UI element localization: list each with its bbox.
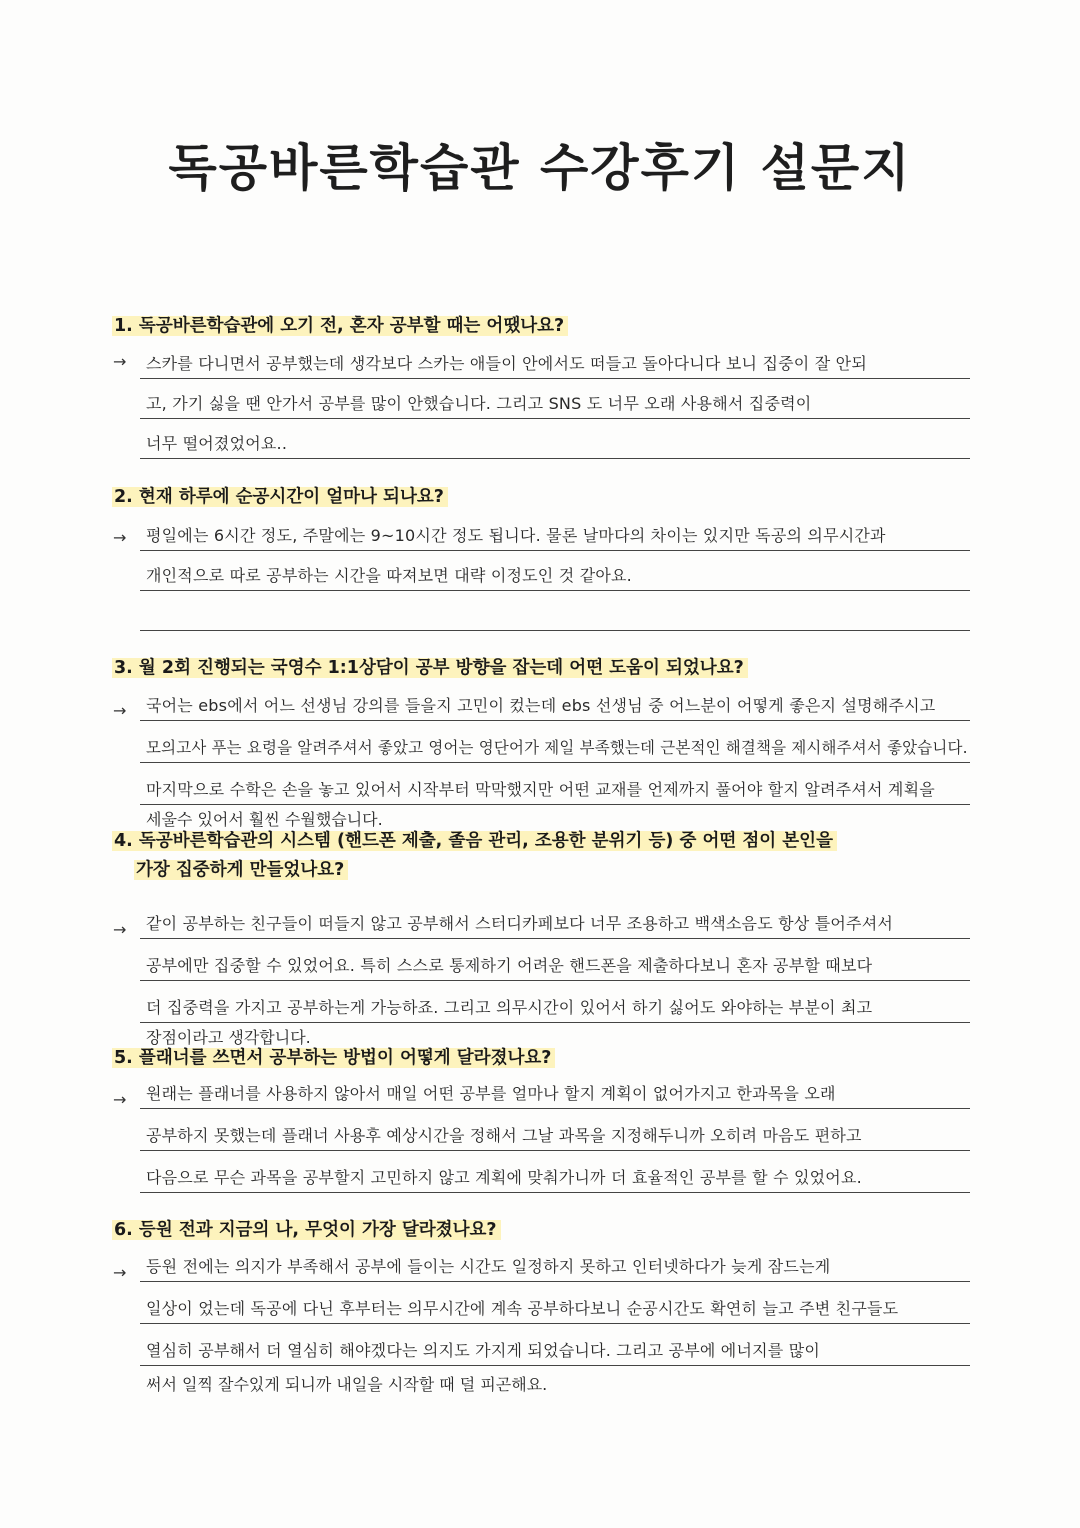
question-6-text: 6. 등원 전과 지금의 나, 무엇이 가장 달라졌나요? bbox=[112, 1220, 501, 1240]
answer-4-line-3 bbox=[140, 984, 970, 1023]
answer-text: 원래는 플래너를 사용하지 않아서 매일 어떤 공부를 얼마나 할지 계획이 없어가지고 한과목을 오래 bbox=[146, 1084, 836, 1103]
arrow-icon: → bbox=[113, 352, 127, 371]
answer-3-overflow: 세울수 있어서 훨씬 수월했습니다. bbox=[146, 810, 383, 829]
answer-text: 고, 가기 싫을 땐 안가서 공부를 많이 안했습니다. 그리고 SNS 도 너무 오래 사용해서 집중력이 bbox=[146, 394, 812, 413]
answer-1-line-3 bbox=[140, 420, 970, 459]
question-2-text: 2. 현재 하루에 순공시간이 얼마나 되나요? bbox=[112, 487, 448, 507]
answer-text: 같이 공부하는 친구들이 떠들지 않고 공부해서 스터디카페보다 너무 조용하고 백색소음도 항상 틀어주셔서 bbox=[146, 914, 894, 933]
answer-text: 평일에는 6시간 정도, 주말에는 9~10시간 정도 됩니다. 물론 날마다의 차이는 있지만 독공의 의무시간과 bbox=[146, 526, 886, 545]
page-title: 독공바른학습관 수강후기 설문지 bbox=[168, 139, 912, 197]
answer-2-line-3 bbox=[140, 592, 970, 631]
arrow-icon: → bbox=[113, 920, 127, 939]
answer-text: 스카를 다니면서 공부했는데 생각보다 스카는 애들이 안에서도 떠들고 돌아다니다 보니 집중이 잘 안되 bbox=[146, 354, 867, 373]
question-1-text: 1. 독공바른학습관에 오기 전, 혼자 공부할 때는 어땠나요? bbox=[112, 316, 568, 336]
arrow-icon: → bbox=[113, 1090, 127, 1109]
answer-text: 더 집중력을 가지고 공부하는게 가능하죠. 그리고 의무시간이 있어서 하기 싫어도 와야하는 부분이 최고 bbox=[146, 998, 873, 1017]
answer-3-line-1 bbox=[140, 682, 970, 721]
answer-1-line-2 bbox=[140, 380, 970, 419]
question-3-text: 3. 월 2회 진행되는 국영수 1:1상담이 공부 방향을 잡는데 어떤 도움이 되었나요? bbox=[112, 658, 748, 678]
answer-4-line-2 bbox=[140, 942, 970, 981]
arrow-icon: → bbox=[113, 1263, 127, 1282]
answer-3-line-3 bbox=[140, 766, 970, 805]
answer-text: 모의고사 푸는 요령을 알려주셔서 좋았고 영어는 영단어가 제일 부족했는데 근본적인 해결책을 제시해주셔서 좋았습니다. bbox=[146, 738, 968, 757]
question-3 bbox=[112, 655, 748, 682]
answer-6-line-3 bbox=[140, 1327, 970, 1366]
answer-1-line-1 bbox=[140, 340, 970, 379]
question-5-text: 5. 플래너를 쓰면서 공부하는 방법이 어떻게 달라졌나요? bbox=[112, 1048, 555, 1068]
answer-5-line-3 bbox=[140, 1154, 970, 1193]
question-5 bbox=[112, 1045, 555, 1072]
answer-4-line-1 bbox=[140, 900, 970, 939]
answer-6-line-1 bbox=[140, 1243, 970, 1282]
question-4 bbox=[112, 828, 837, 884]
answer-6-line-2 bbox=[140, 1285, 970, 1324]
answer-5-line-2 bbox=[140, 1112, 970, 1151]
answer-text: 개인적으로 따로 공부하는 시간을 따져보면 대략 이정도인 것 같아요. bbox=[146, 566, 632, 585]
answer-text: 열심히 공부해서 더 열심히 해야겠다는 의지도 가지게 되었습니다. 그리고 공부에 에너지를 많이 bbox=[146, 1341, 821, 1360]
question-6 bbox=[112, 1217, 501, 1244]
arrow-icon: → bbox=[113, 701, 127, 720]
question-2 bbox=[112, 484, 448, 511]
question-4-text-line-2: 가장 집중하게 만들었나요? bbox=[134, 860, 348, 880]
answer-text: 마지막으로 수학은 손을 놓고 있어서 시작부터 막막했지만 어떤 교재를 언제까지 풀어야 할지 알려주셔서 계획을 bbox=[146, 780, 935, 799]
answer-text: 다음으로 무슨 과목을 공부할지 고민하지 않고 계획에 맞춰가니까 더 효율적인 공부를 할 수 있었어요. bbox=[146, 1168, 862, 1187]
answer-text: 등원 전에는 의지가 부족해서 공부에 들이는 시간도 일정하지 못하고 인터넷하다가 늦게 잠드는게 bbox=[146, 1257, 831, 1276]
answer-text: 공부에만 집중할 수 있었어요. 특히 스스로 통제하기 어려운 핸드폰을 제출하다보니 혼자 공부할 때보다 bbox=[146, 956, 873, 975]
answer-5-line-1 bbox=[140, 1070, 970, 1109]
answer-2-line-2 bbox=[140, 552, 970, 591]
answer-2-line-1 bbox=[140, 512, 970, 551]
answer-4-overflow: 장점이라고 생각합니다. bbox=[146, 1028, 311, 1047]
question-1 bbox=[112, 313, 568, 340]
answer-text: 일상이 었는데 독공에 다닌 후부터는 의무시간에 계속 공부하다보니 순공시간도 확연히 늘고 주변 친구들도 bbox=[146, 1299, 899, 1318]
arrow-icon: → bbox=[113, 528, 127, 547]
answer-3-line-2 bbox=[140, 724, 970, 763]
answer-text: 국어는 ebs에서 어느 선생님 강의를 들을지 고민이 컸는데 ebs 선생님 중 어느분이 어떻게 좋은지 설명해주시고 bbox=[146, 696, 936, 715]
answer-text: 공부하지 못했는데 플래너 사용후 예상시간을 정해서 그날 과목을 지정해두니까 오히려 마음도 편하고 bbox=[146, 1126, 862, 1145]
answer-6-line-4: 써서 일찍 잘수있게 되니까 내일을 시작할 때 덜 피곤해요. bbox=[146, 1375, 548, 1394]
answer-text: 너무 떨어졌었어요.. bbox=[146, 434, 288, 453]
question-4-text-line-1: 4. 독공바른학습관의 시스템 (핸드폰 제출, 졸음 관리, 조용한 분위기 등) 중 어떤 점이 본인을 bbox=[112, 831, 837, 851]
